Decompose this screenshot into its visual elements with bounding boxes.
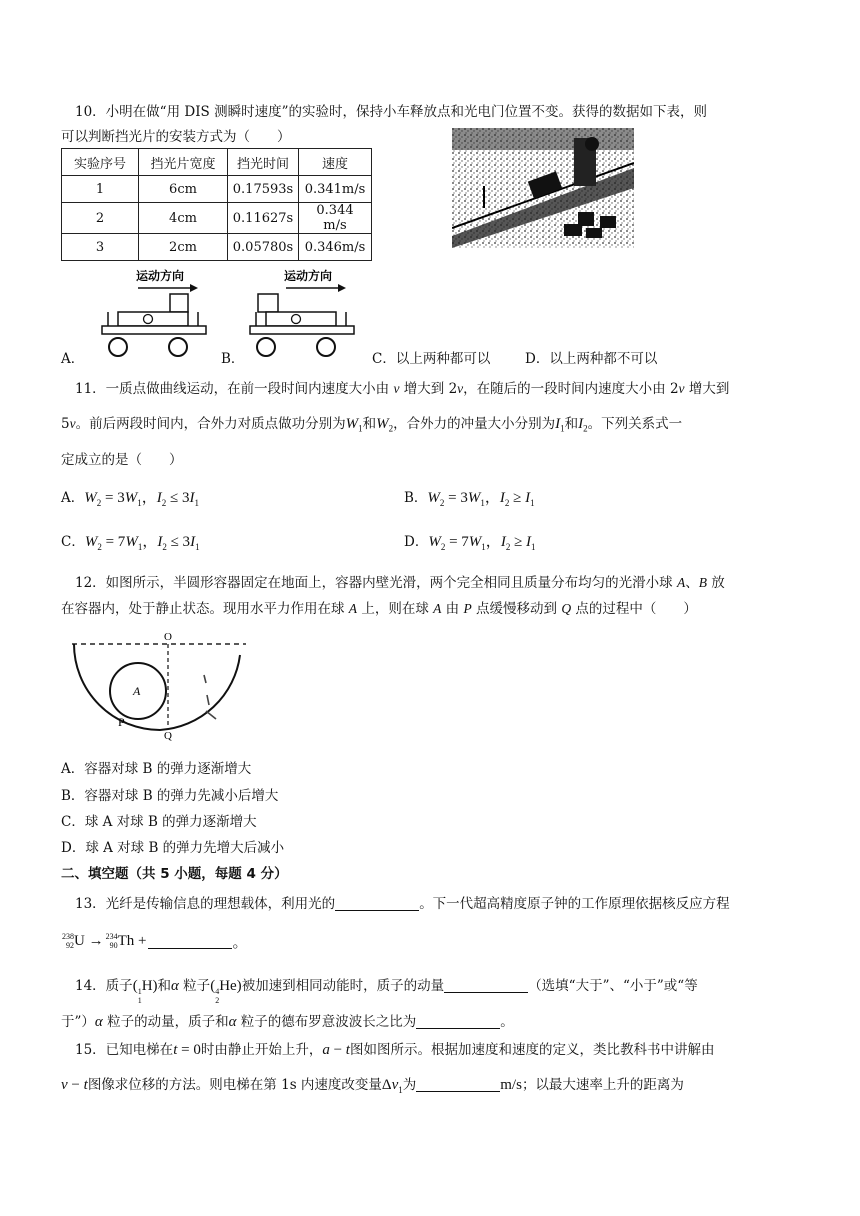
figure-label-Q: Q <box>164 730 172 742</box>
q15-line2: v − t图像求位移的方法。则电梯在第 1s 内速度改变量$\Delta v_1$为 m/s；以最大速率上升的距离为 <box>61 1077 684 1095</box>
q11-option-d: D．$W_2 = 7W_1$，$I_2 \ge I_1$ <box>404 534 536 552</box>
table-cell: 0.346m/s <box>299 234 372 261</box>
q10-option-c: C．以上两种都可以 <box>372 351 491 367</box>
figure-label-O: O <box>164 631 172 643</box>
experiment-photo <box>452 128 634 248</box>
q11-line3: 定成立的是（ ） <box>61 452 183 468</box>
answer-blank[interactable] <box>148 934 232 949</box>
table-cell: 3 <box>62 234 139 261</box>
q10-option-d: D．以上两种都不可以 <box>525 351 658 367</box>
table-cell: 6cm <box>139 176 228 203</box>
q12-option-b: B．容器对球 B 的弹力先减小后增大 <box>61 788 279 804</box>
q13-line1: 13．光纤是传输信息的理想载体，利用光的 。下一代超高精度原子钟的工作原理依据核反应方程 <box>75 896 730 912</box>
q10-option-a-label: A． <box>61 351 85 367</box>
q14-line1: 14．质子(1 1H)和α 粒子(4 2He)被加速到相同动能时，质子的动量 （选填“大于”、“小于”或“等 <box>75 978 698 1005</box>
answer-blank[interactable] <box>335 896 419 911</box>
q14-line2: 于”）α 粒子的动量，质子和α 粒子的德布罗意波波长之比为 。 <box>61 1014 514 1030</box>
table-header-cell: 挡光时间 <box>228 149 299 176</box>
q11-option-c: C．$W_2 = 7W_1$，$I_2 \le 3I_1$ <box>61 534 200 552</box>
q11-option-a: A．$W_2 = 3W_1$，$I_2 \le 3I_1$ <box>61 490 199 508</box>
q13-equation: 238 92 U → 234 90 Th + 。 <box>62 932 248 951</box>
table-header-cell: 挡光片宽度 <box>139 149 228 176</box>
table-row <box>62 234 372 261</box>
table-cell: 0.11627s <box>228 203 299 234</box>
table-cell: 0.05780s <box>228 234 299 261</box>
table-cell: 4cm <box>139 203 228 234</box>
q12-option-c: C．球 A 对球 B 的弹力逐渐增大 <box>61 814 257 830</box>
q11-line1: 11．一质点做曲线运动，在前一段时间内速度大小由 v 增大到 2v，在随后的一段时间内速度大小由 2v 增大到 <box>75 381 730 397</box>
section-heading: 二、填空题（共 5 小题，每题 4 分） <box>61 866 288 882</box>
q12-option-a: A．容器对球 B 的弹力逐渐增大 <box>61 761 252 777</box>
q11-line2: 5v。前后两段时间内，合外力对质点做功分别为$W_1$和$W_2$，合外力的冲量大小分别为$I_1$和$I_2$。下列关系式一 <box>61 416 683 434</box>
motion-direction-label: 运动方向 <box>284 269 333 283</box>
table-cell: 0.341m/s <box>299 176 372 203</box>
table-cell: 0.17593s <box>228 176 299 203</box>
figure-label-A: A <box>133 684 141 698</box>
table-row <box>62 176 372 203</box>
motion-direction-label: 运动方向 <box>136 269 185 283</box>
cart-figure-a <box>98 266 210 362</box>
answer-blank[interactable] <box>416 1077 500 1092</box>
semicircle-container-figure <box>66 625 252 743</box>
q11-option-b: B．$W_2 = 3W_1$，$I_2 \ge I_1$ <box>404 490 535 508</box>
table-cell: 2cm <box>139 234 228 261</box>
answer-blank[interactable] <box>416 1014 500 1029</box>
q10-data-table <box>61 148 372 261</box>
q10-line1: 10．小明在做“用 DIS 测瞬时速度”的实验时，保持小车释放点和光电门位置不变。获得的数据如下表，则 <box>75 104 707 120</box>
table-row <box>62 203 372 234</box>
table-cell: 0.344 m/s <box>299 203 372 234</box>
q12-line1: 12．如图所示，半圆形容器固定在地面上，容器内壁光滑，两个完全相同且质量分布均匀的光滑小球 A、B 放 <box>75 575 725 591</box>
q12-option-d: D．球 A 对球 B 的弹力先增大后减小 <box>61 840 285 856</box>
q10-option-b-label: B． <box>221 351 245 367</box>
q15-line1: 15．已知电梯在t = 0时由静止开始上升，a − t图如图所示。根据加速度和速度的定义，类比教科书中讲解由 <box>75 1042 715 1058</box>
table-header-cell: 速度 <box>299 149 372 176</box>
table-cell: 2 <box>62 203 139 234</box>
cart-figure-b <box>246 266 358 362</box>
answer-blank[interactable] <box>444 978 528 993</box>
q12-line2: 在容器内，处于静止状态。现用水平力作用在球 A 上，则在球 A 由 P 点缓慢移动到 Q 点的过程中（ ） <box>61 601 697 617</box>
table-header-cell: 实验序号 <box>62 149 139 176</box>
table-header-row <box>62 149 372 176</box>
q10-line2: 可以判断挡光片的安装方式为（ ） <box>61 129 291 145</box>
table-cell: 1 <box>62 176 139 203</box>
figure-label-P: P <box>118 715 125 729</box>
